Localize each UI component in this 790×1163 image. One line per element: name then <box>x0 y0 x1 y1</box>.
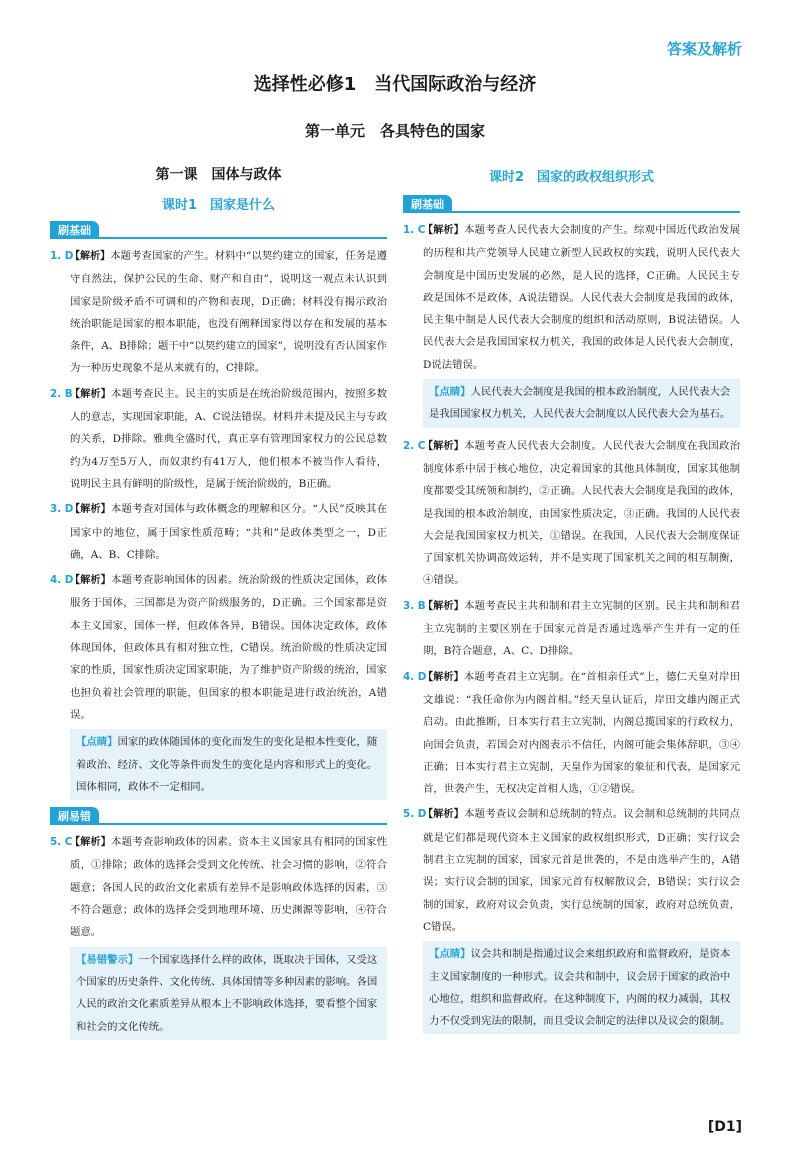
answer-text: 本题考查人民代表大会制度的产生。综观中国近代政治发展的历程和共产党领导人民建立新型人民政权的实践，说明人民代表大会制度是中国历史发展的必然，是人民的选择，C正确。人民民主专政是国体不是政体，A说法错误。人民代表大会制度是我国的政体，民主集中制是人民代表大会制度的组织和活动原则，B说法错误。人民代表大会是我国国家权力机关，我国的政体是人民代表大会制度，D说法错误。 <box>423 224 741 371</box>
tip-tag: 【点睛】 <box>429 386 471 399</box>
analysis-tag: 【解析】 <box>423 440 464 452</box>
warning-tag: 【易错警示】 <box>76 953 139 966</box>
answer-item <box>50 498 387 566</box>
section-tag: 刷基础 <box>50 221 99 239</box>
answer-item <box>403 435 740 592</box>
answer-text: 本题考查对国体与政体概念的理解和区分。“人民”反映其在国家中的地位，属于国家性质范畴；“共和”是政体类型之一，D正确，A、B、C排除。 <box>70 503 388 561</box>
answer-text: 本题考查议会制和总统制的特点。议会制和总统制的共同点就是它们都是现代资本主义国家的政权组织形式，D正确；实行议会制君主立宪制的国家，国家元首是世袭的，不是由选举产生的，A错误；实行议会制的国家，国家元首有权解散议会，B错误；实行议会制的国家，政府对议会负责，实行总统制的国家，政府对总统负责，C错误。 <box>423 808 741 933</box>
answer-text: 本题考查民主。民主的实质是在统治阶级范围内，按照多数人的意志，实现国家职能，A、C说法错误。材料并未提及民主与专政的关系，D排除。雅典全盛时代，真正享有管理国家权力的公民总数约为4万至5万人，而奴隶约有41万人，他们根本不被当作人看待，说明民主具有鲜明的阶级性，是属于统治阶级的，B正确。 <box>70 387 388 490</box>
answer-text: 本题考查人民代表大会制度。人民代表大会制度在我国政治制度体系中居于核心地位，决定着国家的其他具体制度，国家其他制度都要受其统领和制约，②正确。人民代表大会制度是我国的政体，是我国的根本政治制度，由国家性质决定，③正确。我国的人民代表大会是我国国家权力机关，①错误。在我国，人民代表大会制度保证了国家机关协调高效运转，并不是实现了国家机关之间的相互制衡，④错误。 <box>423 439 741 587</box>
section-tag: 刷基础 <box>403 195 452 213</box>
answer-number: 5. D <box>403 808 427 821</box>
analysis-tag: 【解析】 <box>70 388 111 400</box>
left-column <box>50 164 387 1047</box>
analysis-tag: 【解析】 <box>423 225 464 236</box>
answer-number: 4. D <box>50 574 74 587</box>
tip-text: 议会共和制是指通过议会来组织政府和监督政府，是资本主义国家制度的一种形式。议会共和制中，议会居于国家的政治中心地位，组织和监督政府。在这种制度下，内阁的权力减弱，其权力不仅受到宪法的限制，而且受议会制定的法律以及议会的限制。 <box>429 948 731 1028</box>
unit-title: 第一单元 各具特色的国家 <box>304 122 485 140</box>
section-tag: 刷易错 <box>50 807 99 825</box>
section-header <box>403 195 740 213</box>
analysis-tag: 【解析】 <box>423 671 464 683</box>
answer-number: 2. B <box>50 387 73 400</box>
answer-number: 3. B <box>403 599 426 612</box>
tip-tag: 【点睛】 <box>429 948 471 961</box>
answer-item <box>50 245 387 380</box>
warning-box <box>70 947 387 1040</box>
answer-number: 1. D <box>50 250 74 262</box>
answer-item <box>50 569 387 726</box>
answer-item <box>403 666 740 801</box>
tip-box <box>70 729 387 800</box>
right-column <box>403 164 740 1041</box>
period-title: 课时2 国家的政权组织形式 <box>488 170 655 185</box>
answer-number: 4. D <box>403 670 427 683</box>
page-number: [D1] <box>707 1119 742 1135</box>
tip-text: 人民代表大会制度是我国的根本政治制度，人民代表大会是我国国家权力机关，人民代表大会制度以人民代表大会为基石。 <box>429 386 731 421</box>
answer-number: 5. C <box>50 836 73 849</box>
analysis-tag: 【解析】 <box>70 837 111 849</box>
answer-item <box>403 803 740 938</box>
analysis-tag: 【解析】 <box>70 504 111 516</box>
warning-text: 一个国家选择什么样的政体，既取决于国体，又受这个国家的历史条件、文化传统、具体国情等多种因素的影响。各国人民的政治文化素质差异从根本上不影响政体选择，要看整个国家和社会的文化传统。 <box>76 953 378 1033</box>
answer-item <box>403 595 740 663</box>
period-title: 课时1 国家是什么 <box>161 198 276 213</box>
section-label: 答案及解析 <box>666 40 742 58</box>
lesson-title: 第一课 国体与政体 <box>155 167 282 183</box>
analysis-tag: 【解析】 <box>423 809 464 821</box>
section-header <box>50 807 387 825</box>
answer-item <box>50 831 387 943</box>
answer-text: 本题考查影响政体的因素。资本主义国家具有相同的国家性质，①排除；政体的选择会受到文化传统、社会习惯的影响，②符合题意；各国人民的政治文化素质有差异不是影响政体选择的因素，③不符合题意；政体的选择会受到地理环境、历史渊源等影响，④符合题意。 <box>70 836 388 939</box>
answer-text: 本题考查民主共和制和君主立宪制的区别。民主共和制和君主立宪制的主要区别在于国家元首是否通过选举产生并有一定的任期，B符合题意，A、C、D排除。 <box>423 599 741 658</box>
tip-tag: 【点睛】 <box>76 736 118 749</box>
answer-number: 3. D <box>50 503 74 516</box>
analysis-tag: 【解析】 <box>70 575 111 587</box>
answer-number: 2. C <box>403 439 426 452</box>
answer-text: 本题考查影响国体的因素。统治阶级的性质决定国体，政体服务于国体，三国都是为资产阶级服务的，D正确。三个国家都是资本主义国家，国体一样，但政体各异，B错误。国体决定政体，政体体现国体，但政体具有相对独立性，C错误。统治阶级的性质决定国家的性质，国家性质决定国家职能，为了维护资产阶级的统治，国家也担负着社会管理的职能，但国家的根本职能是进行政治统治，A错误。 <box>70 574 388 721</box>
answer-number: 1. C <box>403 224 426 236</box>
tip-box <box>423 941 740 1034</box>
answer-item <box>50 383 387 495</box>
tip-text: 国家的政体随国体的变化而发生的变化是根本性变化，随着政治、经济、文化等条件而发生的变化是内容和形式上的变化。国体相同，政体不一定相同。 <box>76 736 378 793</box>
answer-item <box>403 219 740 376</box>
book-title: 选择性必修1 当代国际政治与经济 <box>253 74 537 95</box>
tip-box <box>423 379 740 428</box>
section-header <box>50 221 387 239</box>
analysis-tag: 【解析】 <box>423 600 464 612</box>
analysis-tag: 【解析】 <box>70 251 111 262</box>
answer-text: 本题考查国家的产生。材料中“以契约建立的国家，任务是遵守自然法，保护公民的生命、财产和自由”，说明这一观点未认识到国家是阶级矛盾不可调和的产物和表现，D正确；材料没有揭示政治统治职能是国家的根本职能，也没有阐释国家得以存在和发展的基本条件，A、B排除；题干中“以契约建立的国家”，说明没有否认国家作为一种历史现象不是从来就有的，C排除。 <box>70 250 388 375</box>
answer-text: 本题考查君主立宪制。在“首相亲任式”上，德仁天皇对岸田文雄说：“我任命你为内阁首相。”经天皇认证后，岸田文雄内阁正式启动。由此推断，日本实行君主立宪制，内阁总揽国家的行政权力，向国会负责，若国会对内阁表示不信任，内阁可能会集体辞职，③④正确；日本实行君主立宪制，天皇作为国家的象征和代表，是国家元首，世袭产生，无权决定首相人选，①②错误。 <box>423 670 741 796</box>
